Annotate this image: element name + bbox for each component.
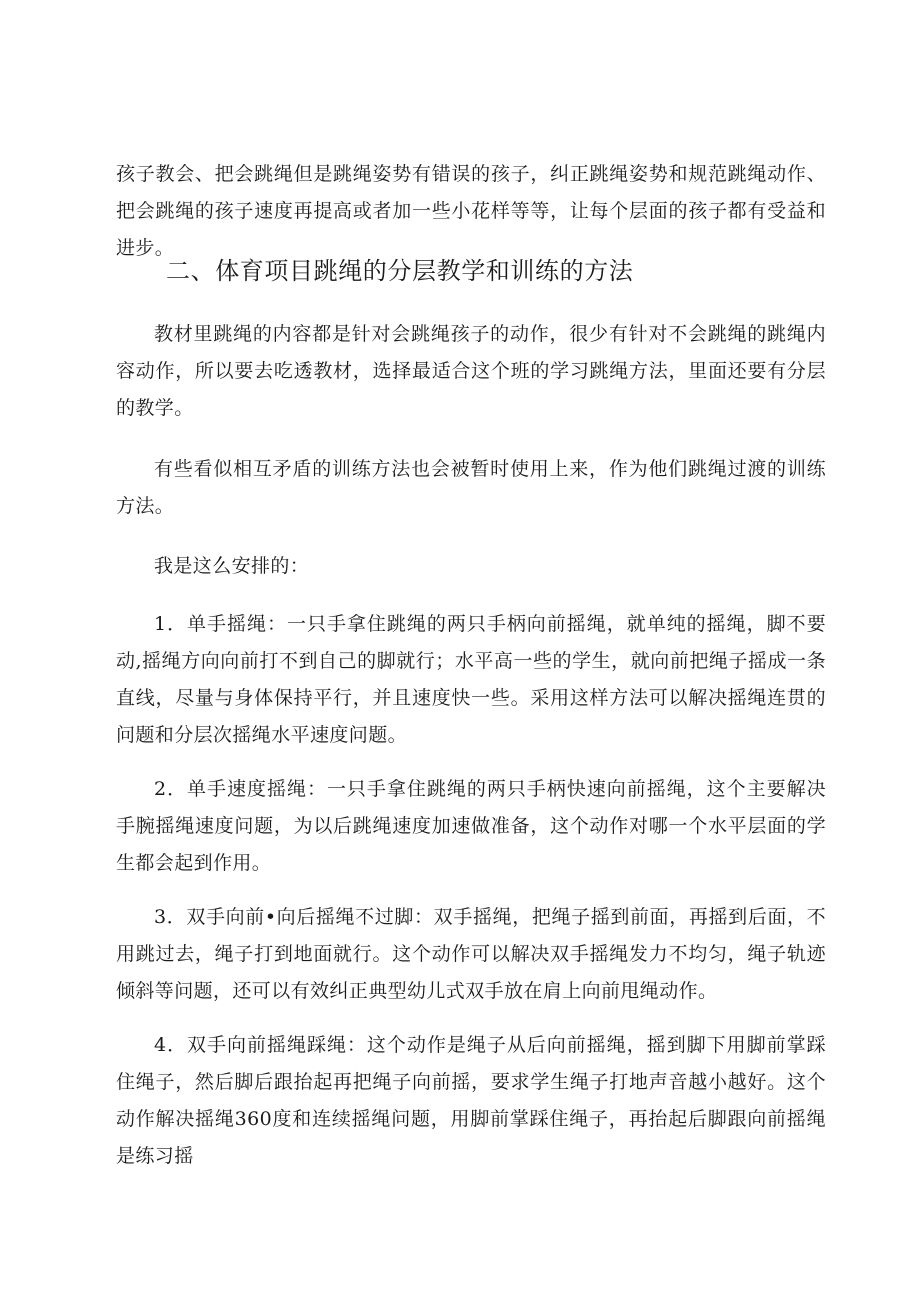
list-item-one-hand-speed-swing: 2．单手速度摇绳：一只手拿住跳绳的两只手柄快速向前摇绳，这个主要解决手腕摇绳速度问题，为以后跳绳速度加速做准备，这个动作对哪一个水平层面的学生都会起到作用。 bbox=[116, 778, 826, 874]
paragraph-textbook: 教材里跳绳的内容都是针对会跳绳孩子的动作，很少有针对不会跳绳的跳绳内容动作，所以要去吃透教材，选择最适合这个班的学习跳绳方法，里面还要有分层的教学。 bbox=[116, 323, 826, 419]
section-heading: 二、体育项目跳绳的分层教学和训练的方法 bbox=[166, 257, 634, 285]
paragraph-arrangement: 我是这么安排的： bbox=[154, 555, 310, 577]
list-item-two-hand-forward-backward: 3．双手向前•向后摇绳不过脚：双手摇绳，把绳子摇到前面，再摇到后面，不用跳过去，绳子打到地面就行。这个动作可以解决双手摇绳发力不均匀，绳子轨迹倾斜等问题，还可以有效纠正典型幼儿式双手放在肩上向前甩绳动作。 bbox=[116, 906, 826, 1002]
continued-paragraph: 孩子教会、把会跳绳但是跳绳姿势有错误的孩子，纠正跳绳姿势和规范跳绳动作、把会跳绳的孩子速度再提高或者加一些小花样等等，让每个层面的孩子都有受益和进步。 bbox=[116, 163, 826, 259]
list-item-one-hand-swing: 1．单手摇绳：一只手拿住跳绳的两只手柄向前摇绳，就单纯的摇绳，脚不要动,摇绳方向向前打不到自己的脚就行；水平高一些的学生，就向前把绳子摇成一条直线，尽量与身体保持平行，并且速度快一些。采用这样方法可以解决摇绳连贯的问题和分层次摇绳水平速度问题。 bbox=[116, 613, 826, 746]
paragraph-transition-methods: 有些看似相互矛盾的训练方法也会被暂时使用上来，作为他们跳绳过渡的训练方法。 bbox=[116, 458, 826, 517]
list-item-two-hand-step-rope: 4．双手向前摇绳踩绳：这个动作是绳子从后向前摇绳，摇到脚下用脚前掌踩住绳子，然后脚后跟抬起再把绳子向前摇，要求学生绳子打地声音越小越好。这个动作解决摇绳360度和连续摇绳问题，用脚前掌踩住绳子，再抬起后脚跟向前摇绳是练习摇 bbox=[116, 1034, 826, 1167]
